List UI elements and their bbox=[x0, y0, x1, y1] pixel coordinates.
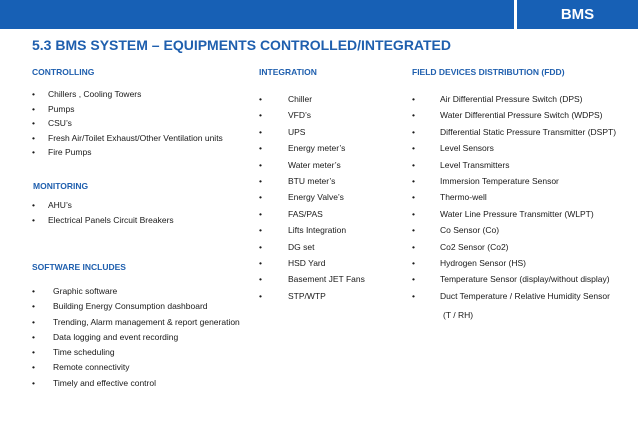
bullet-icon: • bbox=[32, 347, 35, 358]
list-item-label: Water Differential Pressure Switch (WDPS) bbox=[440, 110, 603, 121]
list-item bbox=[412, 291, 616, 307]
list-item bbox=[412, 160, 616, 176]
list-item bbox=[32, 89, 223, 104]
list-item bbox=[259, 225, 365, 241]
list-item-label: Lifts Integration bbox=[288, 225, 347, 236]
list-item bbox=[259, 242, 365, 258]
bullet-icon: • bbox=[259, 175, 262, 186]
controlling-heading: CONTROLLING bbox=[32, 67, 95, 77]
list-item bbox=[32, 362, 240, 377]
bullet-icon: • bbox=[32, 200, 35, 210]
list-item-label: AHU’s bbox=[48, 200, 72, 210]
list-item-label: FAS/PAS bbox=[288, 208, 323, 219]
list-item bbox=[259, 176, 365, 192]
bullet-icon: • bbox=[32, 331, 35, 342]
list-item bbox=[412, 94, 616, 110]
bullet-icon: • bbox=[412, 241, 415, 252]
list-item-label: Energy meter’s bbox=[288, 143, 346, 154]
header-stripe bbox=[0, 0, 514, 29]
bullet-icon: • bbox=[412, 126, 415, 137]
bms-tag: BMS bbox=[517, 0, 638, 29]
bullet-icon: • bbox=[259, 241, 262, 252]
bullet-icon: • bbox=[32, 132, 35, 143]
list-item-label: Chillers , Cooling Towers bbox=[48, 89, 142, 99]
list-item bbox=[32, 347, 240, 362]
bullet-icon: • bbox=[412, 225, 415, 236]
list-item bbox=[259, 160, 365, 176]
list-item-label: Co Sensor (Co) bbox=[440, 225, 500, 236]
list-item bbox=[32, 200, 174, 215]
list-item bbox=[32, 378, 240, 393]
list-item-label: BTU meter’s bbox=[288, 175, 336, 186]
bullet-icon: • bbox=[32, 362, 35, 373]
bullet-icon: • bbox=[32, 286, 35, 296]
list-item bbox=[412, 110, 616, 126]
list-item bbox=[412, 258, 616, 274]
list-item bbox=[412, 209, 616, 225]
list-item bbox=[412, 143, 616, 159]
list-item-label: DG set bbox=[288, 241, 315, 252]
list-item-label: Differential Static Pressure Transmitter (DSPT) bbox=[440, 126, 617, 137]
bullet-icon: • bbox=[32, 118, 35, 128]
bullet-icon: • bbox=[259, 290, 262, 301]
list-item bbox=[32, 332, 240, 347]
list-item bbox=[32, 147, 223, 162]
list-item bbox=[32, 317, 240, 332]
list-item bbox=[259, 192, 365, 208]
list-item-label: Remote connectivity bbox=[53, 362, 130, 373]
header-bar bbox=[0, 0, 638, 29]
bullet-icon: • bbox=[32, 377, 35, 388]
list-item bbox=[412, 242, 616, 258]
list-item bbox=[32, 104, 223, 119]
list-item-label: Graphic software bbox=[53, 286, 118, 296]
bullet-icon: • bbox=[32, 301, 35, 312]
list-item-label: Pumps bbox=[48, 103, 75, 114]
list-item-label: Chiller bbox=[288, 94, 313, 104]
bullet-icon: • bbox=[32, 214, 35, 225]
bullet-icon: • bbox=[32, 147, 35, 157]
list-item-label: Trending, Alarm management & report generation bbox=[53, 316, 240, 327]
fdd-list bbox=[412, 94, 616, 307]
list-item-label: Fresh Air/Toilet Exhaust/Other Ventilation units bbox=[48, 132, 223, 143]
bullet-icon: • bbox=[412, 159, 415, 170]
list-item-label: Water meter’s bbox=[288, 159, 341, 170]
list-item-label: CSU’s bbox=[48, 118, 72, 128]
page-title: 5.3 BMS SYSTEM – EQUIPMENTS CONTROLLED/INTEGRATED bbox=[32, 37, 452, 53]
list-item-label: Timely and effective control bbox=[53, 377, 156, 388]
list-item bbox=[259, 209, 365, 225]
bullet-icon: • bbox=[259, 143, 262, 154]
list-item bbox=[412, 274, 616, 290]
bullet-icon: • bbox=[412, 192, 415, 203]
list-item-label: Duct Temperature / Relative Humidity Sensor bbox=[440, 290, 610, 301]
list-item-label: HSD Yard bbox=[288, 257, 326, 268]
list-item bbox=[32, 133, 223, 148]
bullet-icon: • bbox=[259, 192, 262, 203]
list-item-label: Level Sensors bbox=[440, 143, 494, 154]
bullet-icon: • bbox=[259, 94, 262, 104]
bullet-icon: • bbox=[259, 159, 262, 170]
list-item-label: Hydrogen Sensor (HS) bbox=[440, 257, 526, 268]
bullet-icon: • bbox=[412, 110, 415, 121]
list-item bbox=[412, 192, 616, 208]
bullet-icon: • bbox=[259, 257, 262, 268]
bullet-icon: • bbox=[259, 110, 262, 121]
list-item bbox=[32, 118, 223, 133]
list-item bbox=[32, 301, 240, 316]
list-item-label: VFD’s bbox=[288, 110, 311, 121]
list-item-label: Basement JET Fans bbox=[288, 274, 365, 285]
list-item bbox=[259, 258, 365, 274]
list-item-label: Building Energy Consumption dashboard bbox=[53, 301, 208, 312]
bullet-icon: • bbox=[412, 257, 415, 268]
list-item bbox=[412, 127, 616, 143]
list-item-label: Immersion Temperature Sensor bbox=[440, 175, 559, 186]
list-item bbox=[259, 274, 365, 290]
bullet-icon: • bbox=[32, 316, 35, 327]
bullet-icon: • bbox=[32, 103, 35, 114]
list-item-label: Thermo-well bbox=[440, 192, 487, 203]
bullet-icon: • bbox=[412, 175, 415, 186]
bullet-icon: • bbox=[259, 126, 262, 137]
list-item bbox=[32, 215, 174, 230]
monitoring-heading: MONITORING bbox=[33, 181, 89, 191]
list-item-label: Air Differential Pressure Switch (DPS) bbox=[440, 94, 583, 104]
integration-list bbox=[259, 94, 365, 307]
bullet-icon: • bbox=[412, 94, 415, 104]
list-item bbox=[259, 127, 365, 143]
integration-heading: INTEGRATION bbox=[259, 67, 317, 77]
list-item bbox=[412, 176, 616, 192]
list-item-label: STP/WTP bbox=[288, 290, 326, 301]
list-item-label: Electrical Panels Circuit Breakers bbox=[48, 214, 174, 225]
software-list bbox=[32, 286, 240, 393]
list-item-label: Temperature Sensor (display/without display) bbox=[440, 274, 610, 285]
bullet-icon: • bbox=[32, 89, 35, 99]
fdd-heading: FIELD DEVICES DISTRIBUTION (FDD) bbox=[412, 67, 565, 77]
list-item bbox=[259, 110, 365, 126]
software-heading: SOFTWARE INCLUDES bbox=[32, 262, 126, 272]
list-item-label: Fire Pumps bbox=[48, 147, 92, 157]
bullet-icon: • bbox=[259, 274, 262, 285]
list-item-label: Water Line Pressure Transmitter (WLPT) bbox=[440, 208, 594, 219]
controlling-list bbox=[32, 89, 223, 162]
list-item bbox=[259, 143, 365, 159]
bullet-icon: • bbox=[412, 208, 415, 219]
list-item bbox=[412, 225, 616, 241]
bullet-icon: • bbox=[259, 225, 262, 236]
list-item-label: Co2 Sensor (Co2) bbox=[440, 241, 509, 252]
list-item-label: Energy Valve’s bbox=[288, 192, 344, 203]
list-item bbox=[259, 94, 365, 110]
fdd-continuation: (T / RH) bbox=[443, 310, 474, 320]
list-item-label: Level Transmitters bbox=[440, 159, 510, 170]
list-item-label: Time scheduling bbox=[53, 347, 115, 358]
bullet-icon: • bbox=[412, 274, 415, 285]
list-item bbox=[32, 286, 240, 301]
list-item bbox=[259, 291, 365, 307]
bullet-icon: • bbox=[259, 208, 262, 219]
bullet-icon: • bbox=[412, 290, 415, 301]
list-item-label: UPS bbox=[288, 126, 306, 137]
monitoring-list bbox=[32, 200, 174, 229]
bullet-icon: • bbox=[412, 143, 415, 154]
list-item-label: Data logging and event recording bbox=[53, 331, 179, 342]
